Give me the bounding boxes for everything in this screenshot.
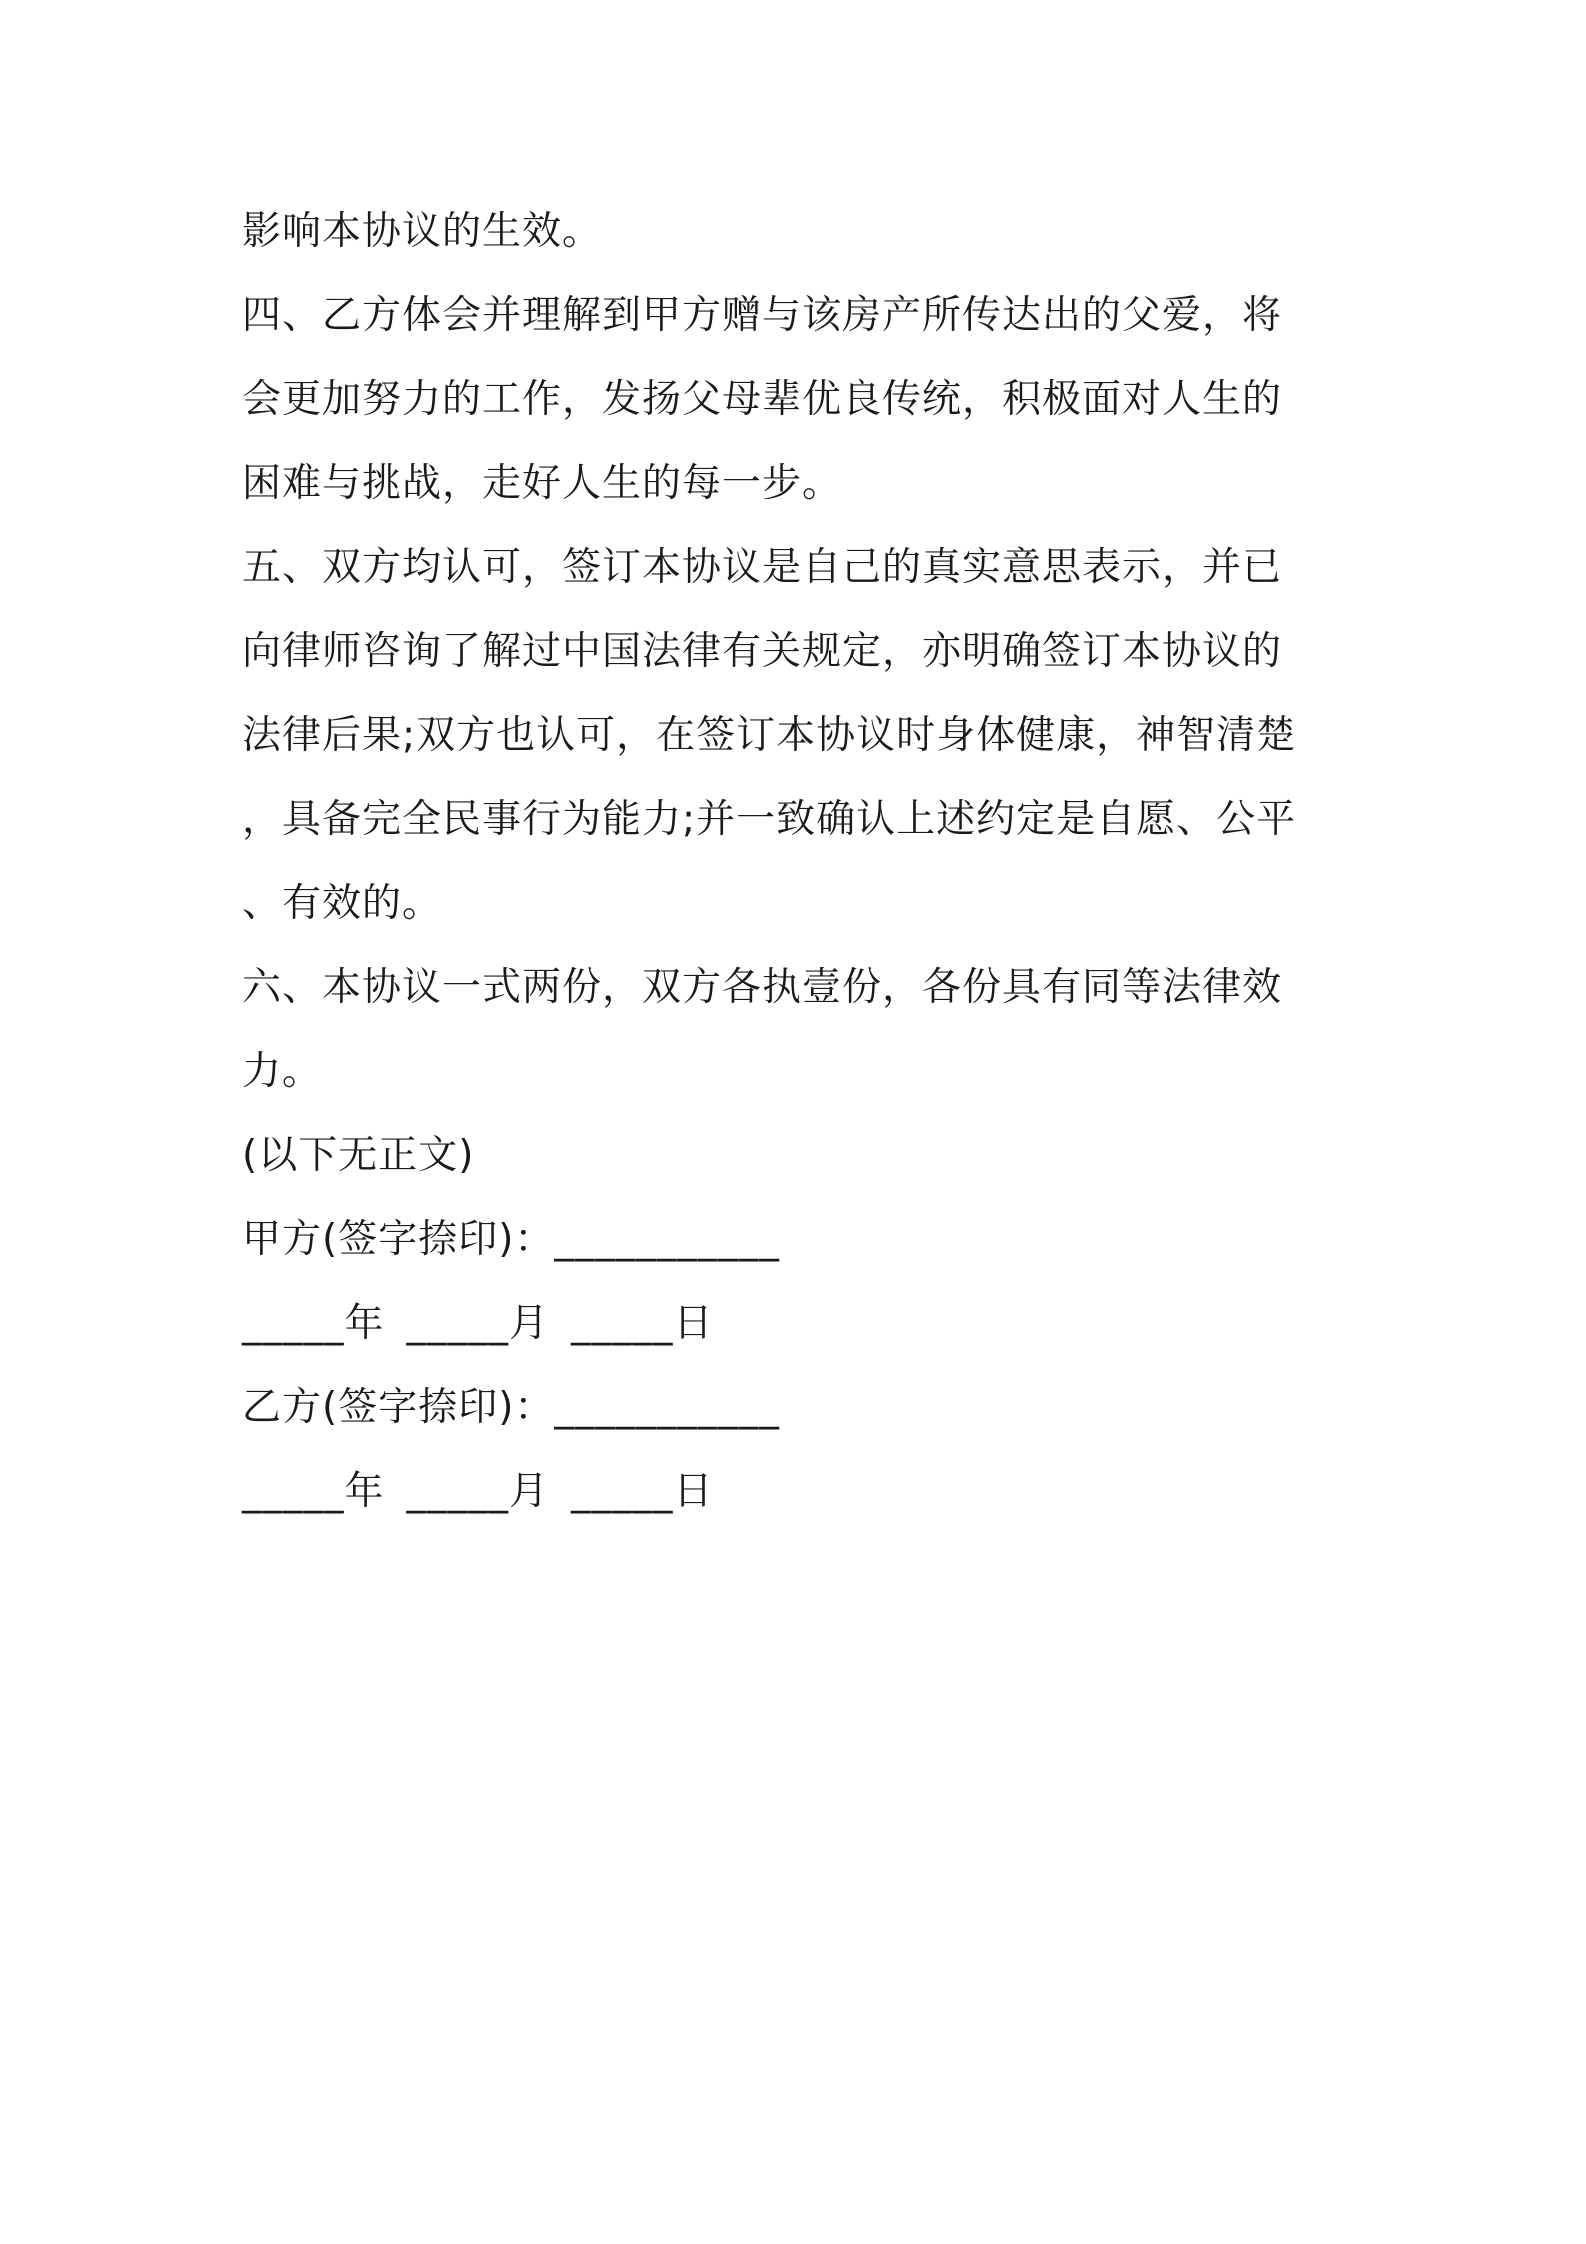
party-b-month: _____月 [406,1469,550,1514]
clause-4-line-1: 四、乙方体会并理解到甲方赠与该房产所传达出的父爱，将 [242,293,1283,338]
clause-5-line-1: 五、双方均认可，签订本协议是自己的真实意思表示，并已 [242,545,1283,590]
clause-6-line-2: 力。 [242,1049,323,1094]
clause-5-line-2: 向律师咨询了解过中国法律有关规定，亦明确签订本协议的 [242,629,1283,674]
party-b-year: _____年 [242,1469,385,1514]
clause-6-line-1: 六、本协议一式两份，双方各执壹份，各份具有同等法律效 [242,965,1283,1010]
party-a-date-line [242,1282,1352,1366]
clause-5-line-4: ，具备完全民事行为能力;并一致确认上述约定是自愿、公平 [242,797,1297,842]
party-a-day: _____日 [571,1301,714,1346]
party-a-signature-line: 甲方(签字捺印)：___________ [242,1217,780,1262]
party-b-signature-line: 乙方(签字捺印)：___________ [242,1385,780,1430]
clause-4-line-2: 会更加努力的工作，发扬父母辈优良传统，积极面对人生的 [242,377,1283,422]
end-of-text-note: (以下无正文) [242,1133,475,1178]
clause-5-line-3: 法律后果;双方也认可，在签订本协议时身体健康，神智清楚 [242,713,1297,758]
party-a-year: _____年 [242,1301,385,1346]
party-b-date-line [242,1450,1352,1534]
document-page [242,190,1352,1534]
party-b-day: _____日 [571,1469,714,1514]
clause-5-line-5: 、有效的。 [242,881,443,926]
clause-4-line-3: 困难与挑战，走好人生的每一步。 [242,461,843,506]
party-a-month: _____月 [406,1301,550,1346]
clause-3-end: 影响本协议的生效。 [242,209,603,254]
